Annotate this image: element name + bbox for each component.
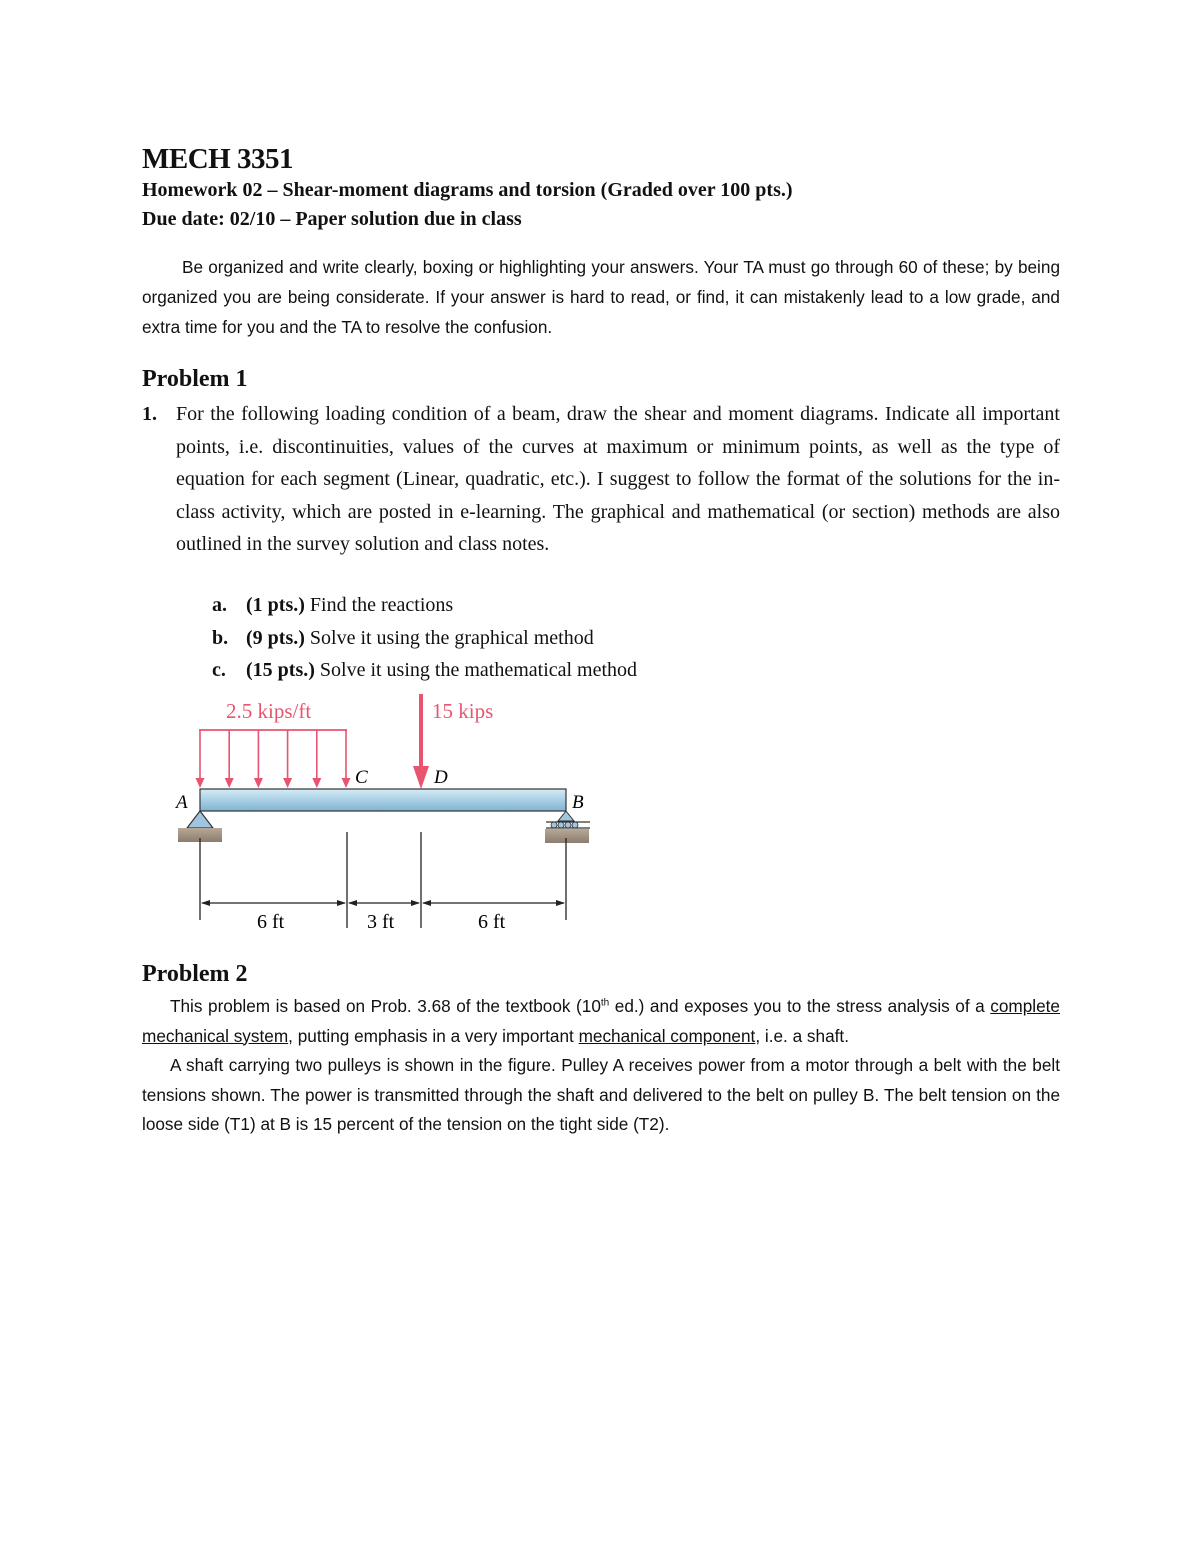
- p2-text-a: This problem is based on Prob. 3.68 of the textbook (10: [170, 996, 601, 1016]
- label-c: C: [355, 767, 368, 788]
- part-a: [212, 594, 453, 617]
- problem2-paragraph-2: A shaft carrying two pulleys is shown in the figure. Pulley A receives power from a motor through a belt with the belt tensions shown. The power is transmitted through the shaft and delivered to the belt on pulley B. The belt tension on the loose side (T1) at B is 15 percent of the tension on the tight side (T2).: [142, 1055, 1060, 1134]
- label-d: D: [434, 767, 448, 788]
- p2-superscript: th: [600, 997, 610, 1009]
- part-c-text: Solve it using the mathematical method: [319, 659, 638, 681]
- beam: [200, 789, 566, 811]
- due-date: Due date: 02/10 – Paper solution due in class: [142, 208, 522, 230]
- part-b-points: (9 pts.): [246, 627, 305, 649]
- course-code: MECH 3351: [142, 143, 293, 175]
- problem2-heading: Problem 2: [142, 961, 248, 987]
- distributed-load-label: 2.5 kips/ft: [226, 699, 312, 723]
- distributed-load-arrowhead: [254, 778, 263, 788]
- part-a-letter: a.: [212, 594, 227, 616]
- homework-title: Homework 02 – Shear-moment diagrams and torsion (Graded over 100 pts.): [142, 179, 793, 201]
- problem2-statement: [142, 992, 1060, 1140]
- problem1-statement: [142, 398, 1060, 561]
- beam-figure: [170, 688, 600, 936]
- p2-text-b: ed.) and exposes you to the stress analysis of a: [609, 996, 991, 1016]
- part-b-letter: b.: [212, 627, 229, 649]
- pin-support-a: [178, 811, 222, 842]
- distributed-load-arrowhead: [283, 778, 292, 788]
- label-a: A: [176, 792, 188, 813]
- dim-label-3: 6 ft: [478, 911, 506, 933]
- distributed-load-arrowhead: [196, 778, 205, 788]
- distributed-load-arrowhead: [342, 778, 351, 788]
- dim-label-1: 6 ft: [257, 911, 285, 933]
- part-c-letter: c.: [212, 659, 226, 681]
- part-a-text: Find the reactions: [309, 594, 454, 616]
- problem1-number: 1.: [142, 403, 157, 425]
- point-load-arrow: [413, 694, 429, 789]
- problem1-heading: Problem 1: [142, 366, 248, 392]
- problem2-paragraph-1: [142, 992, 1060, 1051]
- intro-paragraph: [142, 252, 1060, 342]
- part-c: [212, 659, 637, 682]
- p2-text-d: , i.e. a shaft.: [755, 1025, 849, 1046]
- intro-text: Be organized and write clearly, boxing or highlighting your answers. Your TA must go through 60 of these; by being organized you are being considerate. If your answer is hard to read, or find, it can mistakenly lead to a low grade, and extra time for you and the TA to resolve the confusion.: [142, 257, 1060, 337]
- distributed-load: [196, 730, 351, 788]
- part-c-points: (15 pts.): [246, 659, 315, 681]
- distributed-load-arrowhead: [225, 778, 234, 788]
- point-load-label: 15 kips: [432, 699, 494, 723]
- part-b: [212, 627, 594, 650]
- label-b: B: [572, 792, 584, 813]
- roller-support-b: [545, 811, 590, 843]
- part-b-text: Solve it using the graphical method: [309, 627, 594, 649]
- problem1-text: For the following loading condition of a beam, draw the shear and moment diagrams. Indicate all important points, i.e. discontinuities, values of the curves at maximum or minimum points, as well as the type of equation for each segment (Linear, quadratic, etc.). I suggest to follow the format of the solutions for the in-class activity, which are posted in e-learning. The graphical and mathematical (or section) methods are also outlined in the survey solution and class notes.: [176, 403, 1060, 555]
- p2-text-c: , putting emphasis in a very important: [288, 1025, 579, 1046]
- p2-underline-system: complete mechanical system: [142, 996, 1060, 1046]
- dim-label-2: 3 ft: [367, 911, 395, 933]
- distributed-load-arrowhead: [312, 778, 321, 788]
- part-a-points: (1 pts.): [246, 594, 305, 616]
- p2-underline-component: mechanical component: [578, 1025, 756, 1046]
